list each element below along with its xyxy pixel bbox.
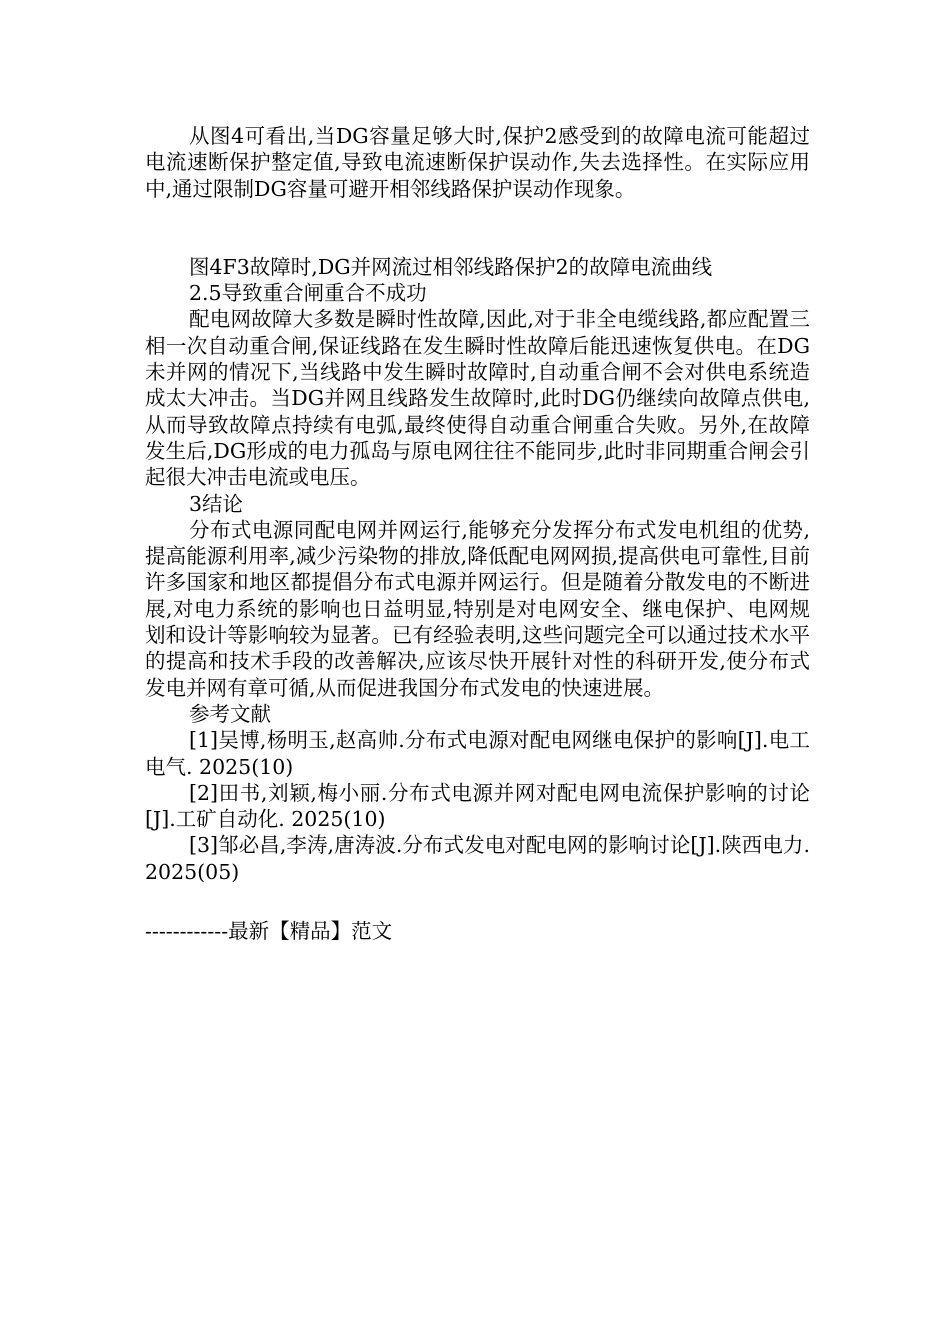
reference-item-2: [2]田书,刘颖,梅小丽.分布式电源并网对配电网电流保护影响的讨论[J].工矿自动化. 2025(10) (145, 780, 810, 832)
paragraph-reclosing: 配电网故障大多数是瞬时性故障,因此,对于非全电缆线路,都应配置三相一次自动重合闸,保证线路在发生瞬时性故障后能迅速恢复供电。在DG未并网的情况下,当线路中发生瞬时故障时,自动重合闸不会对供电系统造成太大冲击。当DG并网且线路发生故障时,此时DG仍继续向故障点供电,从而导致故障点持续有电弧,最终使得自动重合闸重合失败。另外,在故障发生后,DG形成的电力孤岛与原电网往往不能同步,此时非同期重合闸会引起很大冲击电流或电压。 (145, 307, 810, 490)
references-heading: 参考文献 (189, 701, 271, 726)
section-heading-2-5: 2.5导致重合闸重合不成功 (189, 281, 427, 306)
document-body (145, 123, 810, 885)
page-footer: ------------最新【精品】范文 (145, 919, 393, 943)
section-heading-3: 3结论 (189, 491, 244, 516)
figure-caption: 图4F3故障时,DG并网流过相邻线路保护2的故障电流曲线 (189, 254, 713, 279)
figure-placeholder (145, 202, 810, 254)
reference-item-3: [3]邹必昌,李涛,唐涛波.分布式发电对配电网的影响讨论[J].陕西电力.2025(05) (145, 833, 810, 884)
reference-item-1: [1]吴博,杨明玉,赵高帅.分布式电源对配电网继电保护的影响[J].电工电气. 2025(10) (145, 728, 810, 779)
paragraph-figure-4-analysis: 从图4可看出,当DG容量足够大时,保护2感受到的故障电流可能超过电流速断保护整定值,导致电流速断保护误动作,失去选择性。在实际应用中,通过限制DG容量可避开相邻线路保护误动作现象。 (145, 124, 810, 201)
paragraph-conclusion: 分布式电源同配电网并网运行,能够充分发挥分布式发电机组的优势,提高能源利用率,减少污染物的排放,降低配电网网损,提高供电可靠性,目前许多国家和地区都提倡分布式电源并网运行。但是随着分散发电的不断进展,对电力系统的影响也日益明显,特别是对电网安全、继电保护、电网规划和设计等影响较为显著。已有经验表明,这些问题完全可以通过技术水平的提高和技术手段的改善解决,应该尽快开展针对性的科研开发,使分布式发电并网有章可循,从而促进我国分布式发电的快速进展。 (145, 517, 810, 700)
